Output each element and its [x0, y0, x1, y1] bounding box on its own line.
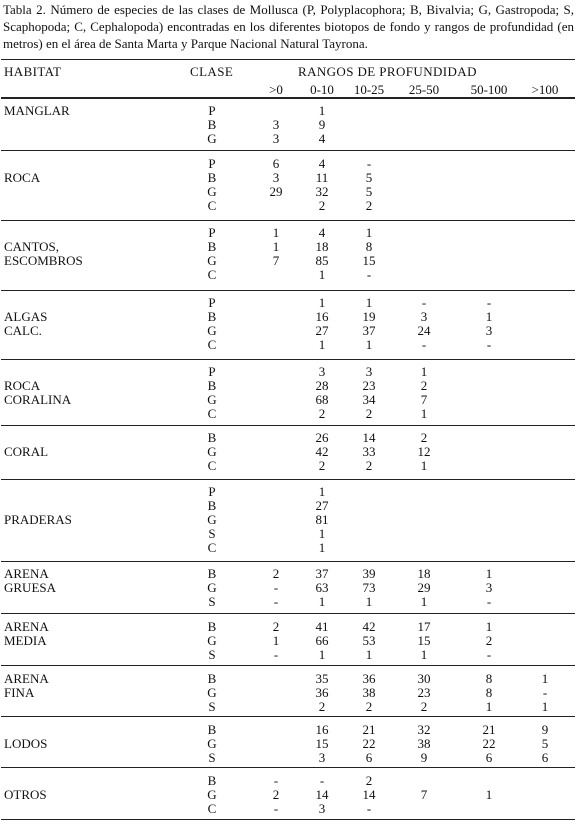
species-count-cell: 4 — [318, 156, 326, 171]
habitat-label: CORALINA — [4, 392, 72, 407]
habitat-label: ROCA — [4, 170, 41, 185]
class-code: B — [207, 671, 217, 686]
species-count-cell: 68 — [315, 392, 329, 407]
class-code: B — [207, 239, 217, 254]
species-count-cell: 6 — [541, 750, 549, 765]
species-count-cell: 19 — [362, 309, 376, 324]
species-count-cell: 32 — [315, 184, 329, 199]
species-count-cell: 73 — [362, 580, 376, 595]
species-count-cell: 16 — [315, 309, 329, 324]
species-count-cell: 14 — [362, 430, 376, 445]
species-count-cell: 37 — [362, 323, 376, 338]
species-count-cell: 1 — [318, 540, 326, 555]
depth-column-header: 50-100 — [470, 82, 508, 97]
bottom-rule — [1, 819, 575, 820]
species-count-cell: 14 — [315, 787, 329, 802]
species-count-cell: - — [273, 594, 279, 609]
species-count-cell: 4 — [318, 225, 326, 240]
class-code: B — [207, 309, 217, 324]
species-count-cell: 42 — [362, 619, 376, 634]
species-count-cell: 2 — [365, 699, 373, 714]
species-count-cell: 12 — [417, 444, 431, 459]
species-count-cell: 1 — [272, 225, 280, 240]
depth-column-header: 10-25 — [353, 82, 385, 97]
species-count-cell: 1 — [485, 699, 493, 714]
species-count-cell: - — [421, 337, 427, 352]
species-count-cell: 26 — [315, 430, 329, 445]
species-count-cell: 30 — [417, 671, 431, 686]
group-separator — [1, 665, 575, 666]
class-code: B — [207, 430, 217, 445]
species-count-cell: 7 — [272, 253, 280, 268]
species-count-cell: 5 — [365, 184, 373, 199]
species-count-cell: 1 — [420, 594, 428, 609]
species-count-cell: 22 — [362, 736, 376, 751]
class-code: G — [207, 253, 217, 268]
species-count-cell: 32 — [417, 722, 431, 737]
habitat-label: LODOS — [4, 736, 48, 751]
class-code: B — [207, 170, 217, 185]
species-count-cell: 36 — [315, 685, 329, 700]
group-separator — [1, 716, 575, 717]
group-separator — [1, 359, 575, 360]
class-code: S — [208, 647, 216, 662]
species-count-cell: 1 — [318, 526, 326, 541]
species-count-cell: 33 — [362, 444, 376, 459]
species-count-cell: 2 — [318, 458, 326, 473]
species-count-cell: 37 — [315, 566, 329, 581]
species-count-cell: 2 — [365, 198, 373, 213]
class-code: P — [208, 364, 216, 379]
species-count-cell: 2 — [272, 566, 280, 581]
species-count-cell: 2 — [485, 633, 493, 648]
depth-ranges-header: RANGOS DE PROFUNDIDAD — [298, 64, 477, 79]
class-code: C — [207, 337, 217, 352]
species-count-cell: 2 — [318, 198, 326, 213]
species-count-cell: 3 — [272, 131, 280, 146]
species-count-cell: 2 — [272, 787, 280, 802]
species-count-cell: 1 — [318, 295, 326, 310]
species-count-cell: 8 — [365, 239, 373, 254]
species-count-cell: 4 — [318, 131, 326, 146]
species-count-cell: 1 — [318, 267, 326, 282]
habitat-label: FINA — [4, 685, 35, 700]
species-count-cell: 3 — [485, 580, 493, 595]
species-count-cell: 2 — [365, 773, 373, 788]
class-code: S — [208, 594, 216, 609]
class-code: B — [207, 498, 217, 513]
species-count-cell: 2 — [365, 458, 373, 473]
species-count-cell: - — [273, 801, 279, 816]
class-code: P — [208, 295, 216, 310]
species-count-cell: 27 — [315, 323, 329, 338]
species-count-cell: 3 — [272, 170, 280, 185]
habitat-label: MANGLAR — [4, 103, 70, 118]
species-count-cell: 34 — [362, 392, 376, 407]
species-count-cell: - — [273, 647, 279, 662]
species-count-cell: 1 — [365, 337, 373, 352]
species-count-cell: 7 — [420, 787, 428, 802]
habitat-label: ARENA — [4, 619, 49, 634]
habitat-label: OTROS — [4, 787, 47, 802]
species-count-cell: - — [366, 801, 372, 816]
species-count-cell: 21 — [362, 722, 376, 737]
species-count-cell: 1 — [485, 619, 493, 634]
species-count-cell: 28 — [315, 378, 329, 393]
species-count-cell: 63 — [315, 580, 329, 595]
species-count-cell: 9 — [318, 117, 326, 132]
species-count-cell: 1 — [485, 309, 493, 324]
group-separator — [1, 425, 575, 426]
species-count-cell: 5 — [365, 170, 373, 185]
habitat-header: HABITAT — [4, 64, 62, 79]
class-code: G — [207, 184, 217, 199]
table-caption: Tabla 2. Número de especies de las clases de Mollusca (P, Polyplacophora; B, Bivalvia; G, Gastropoda; S, Scaphopoda; C, Cephalopoda) encontradas en los diferentes biotopos de fondo y rangos de profundidad (en metros) en el área de Santa Marta y Parque Nacional Natural Tayrona. — [3, 2, 574, 51]
species-count-cell: 38 — [362, 685, 376, 700]
species-count-cell: 15 — [362, 253, 376, 268]
class-code: P — [208, 484, 216, 499]
species-count-cell: 1 — [318, 337, 326, 352]
species-count-cell: 14 — [362, 787, 376, 802]
species-count-cell: 29 — [417, 580, 431, 595]
header-rule — [1, 97, 575, 99]
species-count-cell: 5 — [541, 736, 549, 751]
habitat-label: MEDIA — [4, 633, 47, 648]
class-code: P — [208, 103, 216, 118]
group-separator — [1, 479, 575, 480]
species-count-cell: 2 — [420, 699, 428, 714]
species-count-cell: 6 — [485, 750, 493, 765]
species-count-cell: 81 — [315, 512, 329, 527]
class-code: C — [207, 406, 217, 421]
species-count-cell: 42 — [315, 444, 329, 459]
species-count-cell: - — [273, 773, 279, 788]
species-count-cell: - — [486, 647, 492, 662]
group-separator — [1, 561, 575, 562]
species-count-cell: 22 — [482, 736, 496, 751]
class-code: B — [207, 722, 217, 737]
class-code: B — [207, 773, 217, 788]
class-code: S — [208, 526, 216, 541]
species-count-cell: 2 — [420, 378, 428, 393]
species-count-cell: 1 — [272, 239, 280, 254]
species-count-cell: 15 — [315, 736, 329, 751]
clase-header: CLASE — [190, 64, 234, 79]
class-code: G — [207, 633, 217, 648]
species-count-cell: 1 — [485, 787, 493, 802]
species-count-cell: 38 — [417, 736, 431, 751]
species-count-cell: 1 — [365, 647, 373, 662]
class-code: S — [208, 750, 216, 765]
species-count-cell: 35 — [315, 671, 329, 686]
class-code: C — [207, 458, 217, 473]
species-count-cell: 85 — [315, 253, 329, 268]
species-count-cell: 1 — [420, 406, 428, 421]
habitat-label: PRADERAS — [4, 512, 72, 527]
species-count-cell: 2 — [420, 430, 428, 445]
class-code: G — [207, 685, 217, 700]
class-code: G — [207, 392, 217, 407]
species-count-cell: 1 — [318, 594, 326, 609]
species-count-cell: 2 — [318, 699, 326, 714]
species-count-cell: 3 — [365, 364, 373, 379]
class-code: G — [207, 736, 217, 751]
class-code: C — [207, 540, 217, 555]
species-count-cell: 1 — [485, 566, 493, 581]
habitat-label: ALGAS — [4, 309, 48, 324]
species-count-cell: 1 — [318, 103, 326, 118]
species-count-cell: 29 — [269, 184, 283, 199]
species-count-cell: - — [319, 773, 325, 788]
species-count-cell: 66 — [315, 633, 329, 648]
species-count-cell: 21 — [482, 722, 496, 737]
class-code: G — [207, 787, 217, 802]
species-count-cell: 1 — [420, 364, 428, 379]
species-count-cell: 1 — [318, 484, 326, 499]
species-count-cell: 17 — [417, 619, 431, 634]
group-separator — [1, 290, 575, 291]
class-code: B — [207, 117, 217, 132]
species-count-cell: 2 — [272, 619, 280, 634]
species-count-cell: 3 — [420, 309, 428, 324]
depth-column-header: >0 — [269, 82, 283, 97]
species-count-cell: 18 — [315, 239, 329, 254]
species-count-cell: 3 — [272, 117, 280, 132]
depth-column-header: 0-10 — [310, 82, 334, 97]
species-count-cell: 1 — [541, 699, 549, 714]
species-count-cell: 27 — [315, 498, 329, 513]
species-count-cell: 1 — [420, 458, 428, 473]
species-count-cell: 23 — [417, 685, 431, 700]
group-separator — [1, 613, 575, 614]
group-separator — [1, 220, 575, 221]
species-count-cell: - — [486, 594, 492, 609]
species-count-cell: 41 — [315, 619, 329, 634]
habitat-label: CANTOS, — [4, 239, 60, 254]
species-count-cell: 6 — [272, 156, 280, 171]
species-count-cell: 1 — [365, 295, 373, 310]
species-count-cell: - — [542, 685, 548, 700]
species-count-cell: 39 — [362, 566, 376, 581]
class-code: B — [207, 378, 217, 393]
habitat-label: ARENA — [4, 566, 49, 581]
depth-column-header: 25-50 — [408, 82, 440, 97]
species-count-cell: - — [366, 156, 372, 171]
class-code: B — [207, 566, 217, 581]
species-count-cell: - — [486, 295, 492, 310]
depth-column-header: >100 — [531, 82, 559, 97]
species-count-cell: 1 — [541, 671, 549, 686]
class-code: P — [208, 156, 216, 171]
species-count-cell: - — [273, 580, 279, 595]
habitat-label: ARENA — [4, 671, 49, 686]
species-count-cell: 16 — [315, 722, 329, 737]
class-code: G — [207, 131, 217, 146]
species-count-cell: 3 — [318, 801, 326, 816]
species-count-cell: 15 — [417, 633, 431, 648]
class-code: G — [207, 512, 217, 527]
species-count-cell: 8 — [485, 685, 493, 700]
species-count-cell: - — [366, 267, 372, 282]
habitat-label: ESCOMBROS — [4, 253, 83, 268]
species-count-cell: 3 — [318, 750, 326, 765]
species-count-cell: 9 — [541, 722, 549, 737]
class-code: G — [207, 444, 217, 459]
species-count-cell: 1 — [420, 647, 428, 662]
class-code: G — [207, 323, 217, 338]
species-count-cell: 3 — [318, 364, 326, 379]
species-count-cell: 2 — [318, 406, 326, 421]
species-count-cell: 36 — [362, 671, 376, 686]
species-count-cell: - — [486, 337, 492, 352]
class-code: S — [208, 699, 216, 714]
class-code: P — [208, 225, 216, 240]
species-count-cell: 1 — [318, 647, 326, 662]
species-count-cell: 1 — [365, 594, 373, 609]
class-code: G — [207, 580, 217, 595]
species-count-cell: 9 — [420, 750, 428, 765]
species-count-cell: 53 — [362, 633, 376, 648]
species-count-cell: 3 — [485, 323, 493, 338]
class-code: C — [207, 801, 217, 816]
species-count-cell: 2 — [365, 406, 373, 421]
species-count-cell: 1 — [272, 633, 280, 648]
habitat-label: CORAL — [4, 444, 49, 459]
class-code: C — [207, 198, 217, 213]
species-count-cell: 7 — [420, 392, 428, 407]
class-code: C — [207, 267, 217, 282]
species-count-cell: 11 — [315, 170, 329, 185]
group-separator — [1, 767, 575, 768]
species-count-cell: 8 — [485, 671, 493, 686]
species-count-cell: - — [421, 295, 427, 310]
species-count-cell: 24 — [417, 323, 431, 338]
species-count-cell: 23 — [362, 378, 376, 393]
habitat-label: GRUESA — [4, 580, 57, 595]
species-count-cell: 6 — [365, 750, 373, 765]
class-code: B — [207, 619, 217, 634]
habitat-label: ROCA — [4, 378, 41, 393]
habitat-label: CALC. — [4, 323, 42, 338]
species-count-cell: 1 — [365, 225, 373, 240]
top-rule — [1, 59, 575, 60]
species-count-cell: 18 — [417, 566, 431, 581]
group-separator — [1, 150, 575, 151]
